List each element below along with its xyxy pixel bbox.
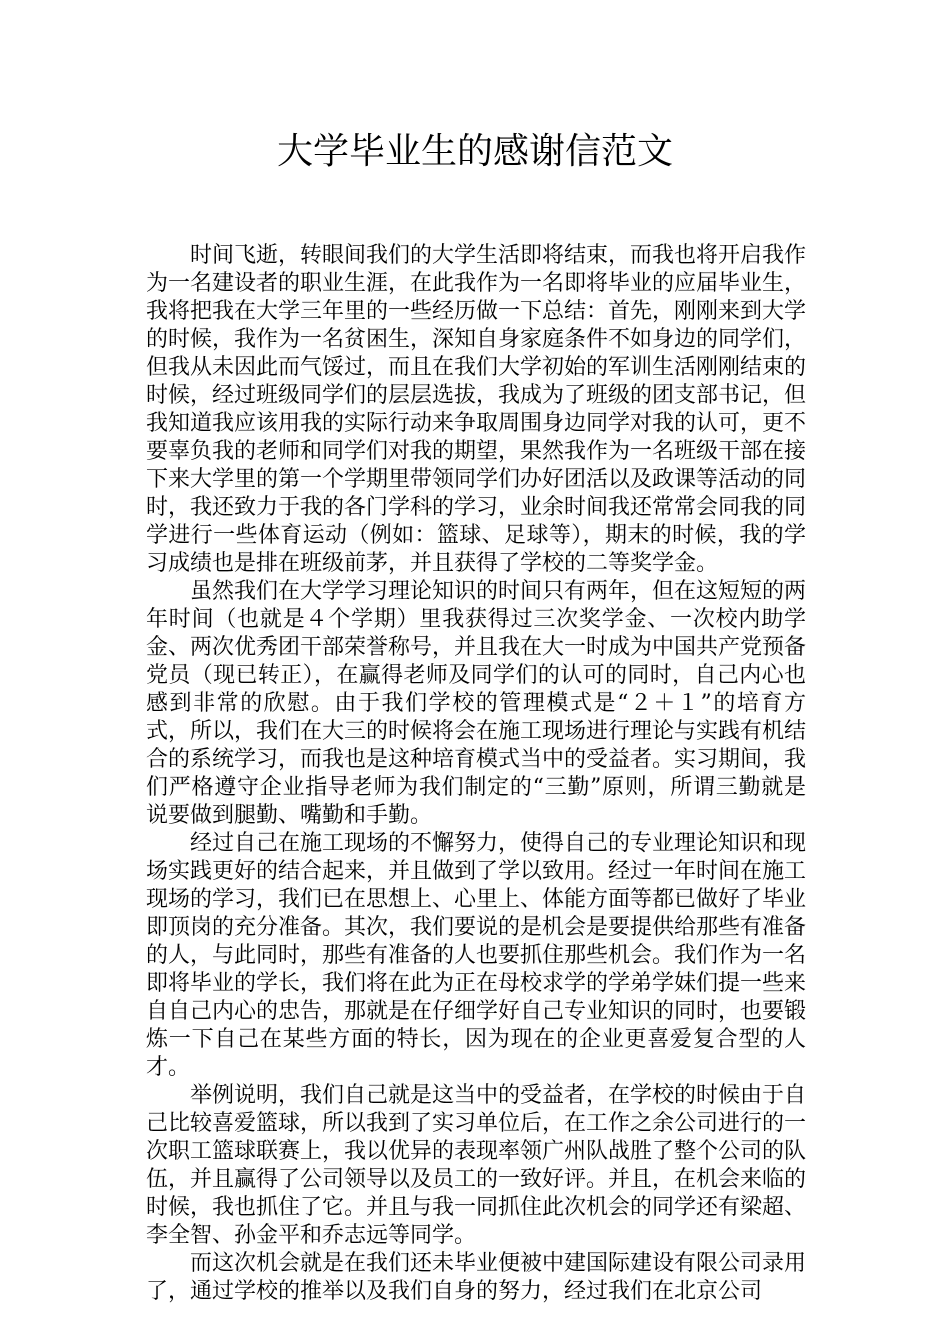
paragraph-2: 虽然我们在大学学习理论知识的时间只有两年，但在这短短的两年时间（也就是４个学期）里我获得过三次奖学金、一次校内助学金、两次优秀团干部荣誉称号，并且我在大一时成为中国共产党预备党员（现已转正），在赢得老师及同学们的认可的同时，自己内心也感到非常的欣慰。由于我们学校的管理模式是“２＋１”的培育方式，所以，我们在大三的时候将会在施工现场进行理论与实践有机结合的系统学习，而我也是这种培育模式当中的受益者。实习期间，我们严格遵守企业指导老师为我们制定的“三勤”原则，所谓三勤就是说要做到腿勤、嘴勤和手勤。 — [146, 579, 807, 828]
document-body — [146, 242, 806, 1306]
paragraph-1: 时间飞逝，转眼间我们的大学生活即将结束，而我也将开启我作为一名建设者的职业生涯，在此我作为一名即将毕业的应届毕业生，我将把我在大学三年里的一些经历做一下总结：首先，刚刚来到大学的时候，我作为一名贫困生，深知自身家庭条件不如身边的同学们，但我从未因此而气馁过，而且在我们大学初始的军训生活刚刚结束的时候，经过班级同学们的层层选拔，我成为了班级的团支部书记，但我知道我应该用我的实际行动来争取周围身边同学对我的认可，更不要辜负我的老师和同学们对我的期望，果然我作为一名班级干部在接下来大学里的第一个学期里带领同学们办好团活以及政课等活动的同时，我还致力于我的各门学科的学习，业余时间我还常常会同我的同学进行一些体育运动（例如：篮球、足球等），期末的时候，我的学习成绩也是排在班级前茅，并且获得了学校的二等奖学金。 — [146, 243, 807, 576]
paragraph-3: 经过自己在施工现场的不懈努力，使得自己的专业理论知识和现场实践更好的结合起来，并且做到了学以致用。经过一年时间在施工现场的学习，我们已在思想上、心里上、体能方面等都已做好了毕业即顶岗的充分准备。其次，我们要说的是机会是要提供给那些有准备的人，与此同时，那些有准备的人也要抓住那些机会。我们作为一名即将毕业的学长，我们将在此为正在母校求学的学弟学妹们提一些来自自己内心的忠告，那就是在仔细学好自己专业知识的同时，也要锻炼一下自己在某些方面的特长，因为现在的企业更喜爱复合型的人才。 — [146, 831, 807, 1080]
paragraph-5: 而这次机会就是在我们还未毕业便被中建国际建设有限公司录用了，通过学校的推举以及我们自身的努力，经过我们在北京公司 — [146, 1251, 807, 1304]
document-title: 大学毕业生的感谢信范文 — [276, 131, 673, 172]
paragraph-4: 举例说明，我们自己就是这当中的受益者，在学校的时候由于自己比较喜爱篮球，所以我到了实习单位后，在工作之余公司进行的一次职工篮球联赛上，我以优异的表现率领广州队战胜了整个公司的队伍，并且赢得了公司领导以及员工的一致好评。并且，在机会来临的时候，我也抓住了它。并且与我一同抓住此次机会的同学还有梁超、李全智、孙金平和乔志远等同学。 — [146, 1083, 807, 1248]
